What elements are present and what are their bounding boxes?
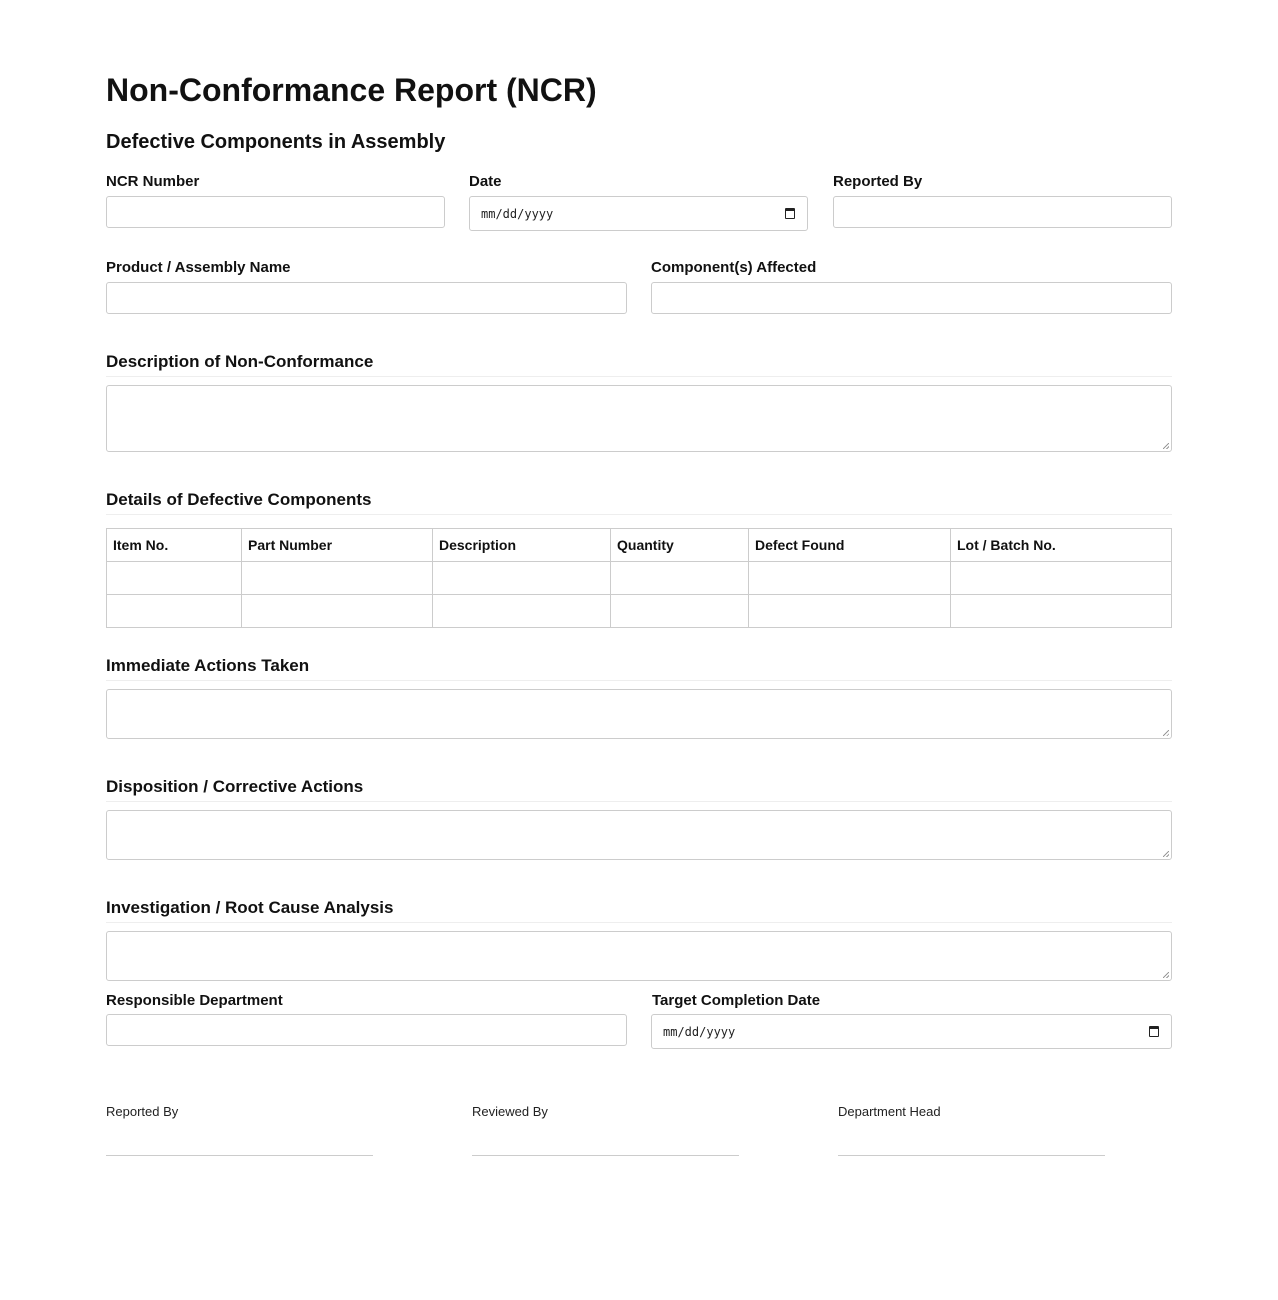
header-part-number: Part Number [242,529,433,562]
signature-reviewed-by-label: Reviewed By [472,1104,548,1119]
signature-line [838,1155,1105,1156]
header-quantity: Quantity [611,529,749,562]
table-cell[interactable] [107,562,242,595]
reported-by-input[interactable] [833,196,1172,228]
header-description: Description [433,529,611,562]
table-cell[interactable] [611,595,749,628]
responsible-department-label: Responsible Department [106,992,283,1009]
components-label: Component(s) Affected [651,259,817,276]
date-input[interactable] [469,196,808,231]
product-input[interactable] [106,282,627,314]
table-cell[interactable] [951,595,1172,628]
table-cell[interactable] [242,562,433,595]
page-title: Non-Conformance Report (NCR) [106,72,597,108]
date-placeholder: mm/dd/yyyy [663,1024,736,1039]
table-cell[interactable] [749,595,951,628]
table-cell[interactable] [433,562,611,595]
table-cell[interactable] [242,595,433,628]
calendar-icon[interactable] [785,208,795,219]
description-heading: Description of Non-Conformance [106,352,1172,377]
table-cell[interactable] [107,595,242,628]
calendar-icon[interactable] [1149,1026,1159,1037]
ncr-number-input[interactable] [106,196,445,228]
table-cell[interactable] [749,562,951,595]
table-header-row [107,529,1172,562]
product-label: Product / Assembly Name [106,259,291,276]
responsible-department-input[interactable] [106,1014,627,1046]
signature-line [106,1155,373,1156]
signature-reported-by-label: Reported By [106,1104,179,1119]
description-textarea[interactable] [106,385,1172,452]
table-cell[interactable] [433,595,611,628]
details-heading: Details of Defective Components [106,490,1172,515]
immediate-actions-textarea[interactable] [106,689,1172,739]
ncr-number-label: NCR Number [106,173,200,190]
page-subtitle: Defective Components in Assembly [106,131,446,153]
signature-department-head-label: Department Head [838,1104,941,1119]
header-defect-found: Defect Found [749,529,951,562]
defective-components-table [106,528,1172,628]
table-cell[interactable] [611,562,749,595]
header-item-no: Item No. [107,529,242,562]
header-lot-batch: Lot / Batch No. [951,529,1172,562]
table-row [107,595,1172,628]
components-input[interactable] [651,282,1172,314]
disposition-textarea[interactable] [106,810,1172,860]
disposition-heading: Disposition / Corrective Actions [106,777,1172,802]
target-date-input[interactable] [651,1014,1172,1049]
date-label: Date [469,173,502,190]
investigation-textarea[interactable] [106,931,1172,981]
table-row [107,562,1172,595]
date-placeholder: mm/dd/yyyy [481,206,554,221]
table-cell[interactable] [951,562,1172,595]
investigation-heading: Investigation / Root Cause Analysis [106,898,1172,923]
reported-by-label: Reported By [833,173,923,190]
target-date-label: Target Completion Date [652,992,821,1009]
immediate-actions-heading: Immediate Actions Taken [106,656,1172,681]
signature-line [472,1155,739,1156]
